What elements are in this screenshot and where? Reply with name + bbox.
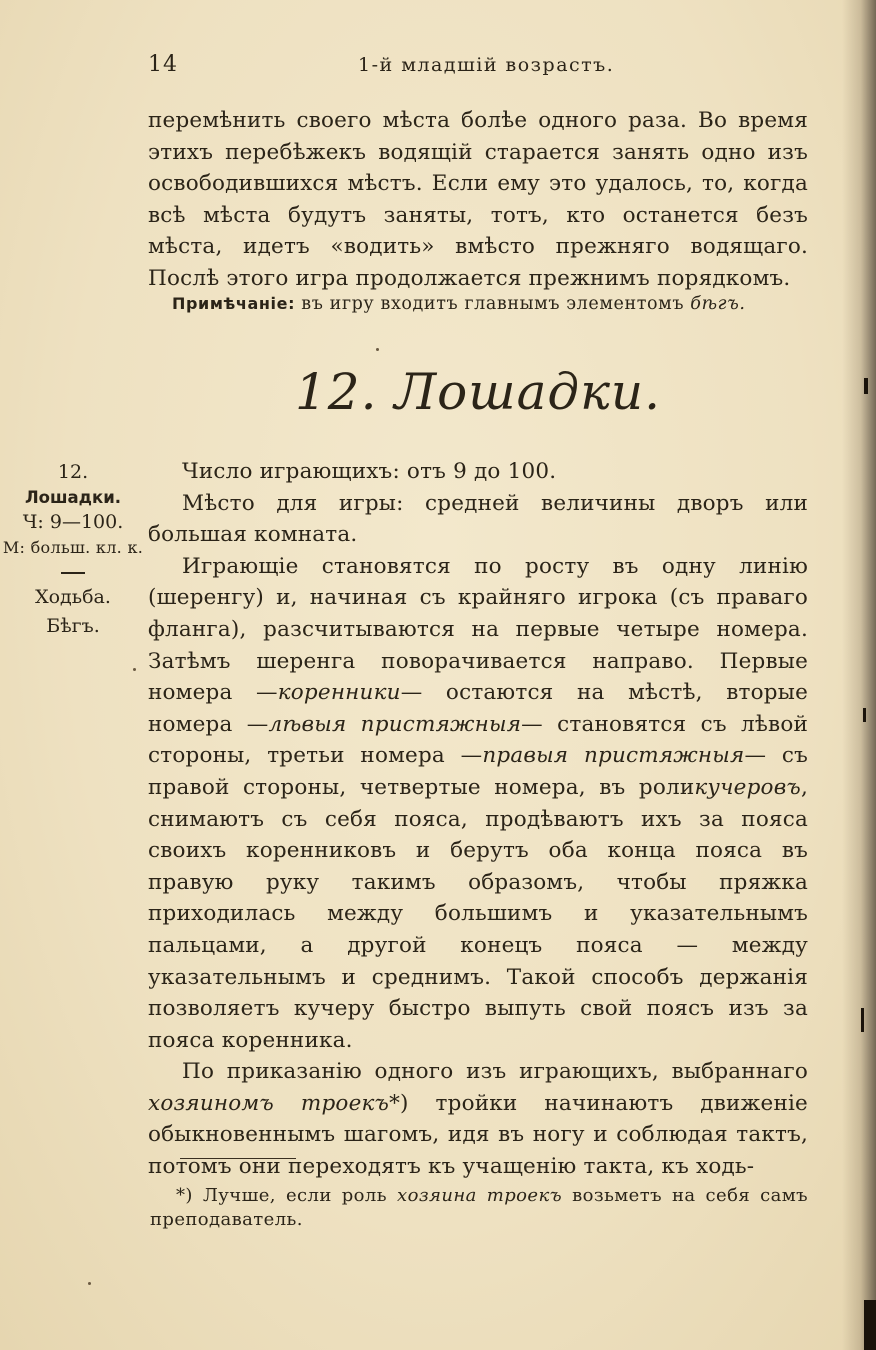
page-edge-shadow (842, 0, 876, 1350)
text-run: Играющіе становятся по росту въ одну линію (шеренгу) и, начиная съ крайняго игрока (съ праваго фланга), разсчитываются на первые четыре номера. Затѣмъ шеренга поворачивается направо. Первые номера — (148, 553, 808, 706)
edge-mark (864, 378, 868, 394)
term-left-pristyazhnye: лѣвыя пристяжныя (268, 711, 522, 737)
print-speck (133, 668, 136, 671)
footnote (150, 1184, 808, 1232)
term-khozyain-troek: хозяиномъ троекъ (148, 1090, 390, 1116)
text-run: По приказанію одного изъ играющихъ, выбраннаго (182, 1059, 808, 1085)
margin-summary (0, 460, 146, 639)
place-line: Мѣсто для игры: средней величины дворъ или большая комната. (148, 490, 808, 548)
game-description (148, 456, 808, 1183)
note-label: Примѣчаніе: (172, 294, 296, 313)
margin-divider (61, 572, 85, 574)
margin-place: М: больш. кл. к. (2, 538, 144, 557)
note-text: въ игру входитъ главнымъ элементомъ (301, 294, 685, 314)
print-speck (376, 348, 379, 351)
margin-number: 12. (57, 461, 89, 483)
paragraph-movement (148, 1056, 808, 1182)
page-header (148, 52, 808, 86)
margin-element-walking: Ходьба. (35, 586, 111, 608)
running-head: 1-й младшій возрастъ. (358, 54, 615, 76)
text-run: , снимаютъ съ себя пояса, продѣваютъ ихъ за пояса своихъ коренниковъ и берутъ оба конца пояса въ правую руку такимъ образомъ, чтобы пряжка приходилась между большимъ и указательнымъ пальцами, а другой конецъ пояса — между указательнымъ и среднимъ. Такой способъ держанія позволяетъ кучеру быстро выпуть свой поясъ изъ за пояса коренника. (148, 774, 808, 1053)
page-number: 14 (148, 52, 178, 77)
section-title: 12. Лошадки. (294, 363, 662, 421)
term-right-pristyazhnye: правыя пристяжныя (482, 743, 745, 769)
text-run: — становятся съ лѣвой стороны, третьи номера — (148, 711, 808, 769)
paragraph-text: перемѣнить своего мѣста болѣе одного раза. Во время этихъ перебѣжекъ водящій старается занять одно изъ освободившихся мѣстъ. Если ему это удалось, то, когда всѣ мѣста будутъ заняты, тотъ, кто останется безъ мѣста, идетъ «водить» вмѣсто прежняго водящаго. Послѣ этого игра продолжается прежнимъ порядкомъ. (148, 108, 808, 291)
term-korenniki: коренники (277, 680, 401, 706)
footnote-text (150, 1184, 808, 1232)
footnote-emphasis: хозяина троекъ (397, 1185, 563, 1206)
margin-player-count: Ч: 9—100. (22, 511, 124, 533)
print-speck (88, 1282, 91, 1285)
players-line: Число играющихъ: отъ 9 до 100. (182, 459, 557, 484)
text-run: возьметъ на себя самъ преподаватель. (150, 1185, 809, 1230)
term-kuchera: кучеровъ (694, 774, 801, 800)
text-run: — съ правой стороны, четвертые номера, въ роли (148, 743, 809, 800)
edge-mark (861, 1008, 864, 1032)
text-run: — остаются на мѣстѣ, вторые номера — (148, 680, 808, 737)
margin-game-name: Лошадки. (24, 488, 122, 507)
edge-mark (863, 708, 866, 722)
note (172, 292, 808, 316)
text-run: *) тройки начинаютъ движеніе обыкновеннымъ шагомъ, идя въ ногу и соблюдая тактъ, потомъ они переходятъ къ учащенію такта, къ ходь- (148, 1090, 808, 1180)
paragraph-formation (148, 551, 808, 1057)
margin-element-running: Бѣгъ. (46, 615, 100, 637)
footnote-rule (180, 1158, 296, 1159)
continued-paragraph (148, 105, 808, 295)
note-emphasis: бѣгъ. (690, 294, 746, 314)
text-run: *) Лучше, если роль (176, 1185, 387, 1206)
edge-mark (864, 1300, 876, 1350)
